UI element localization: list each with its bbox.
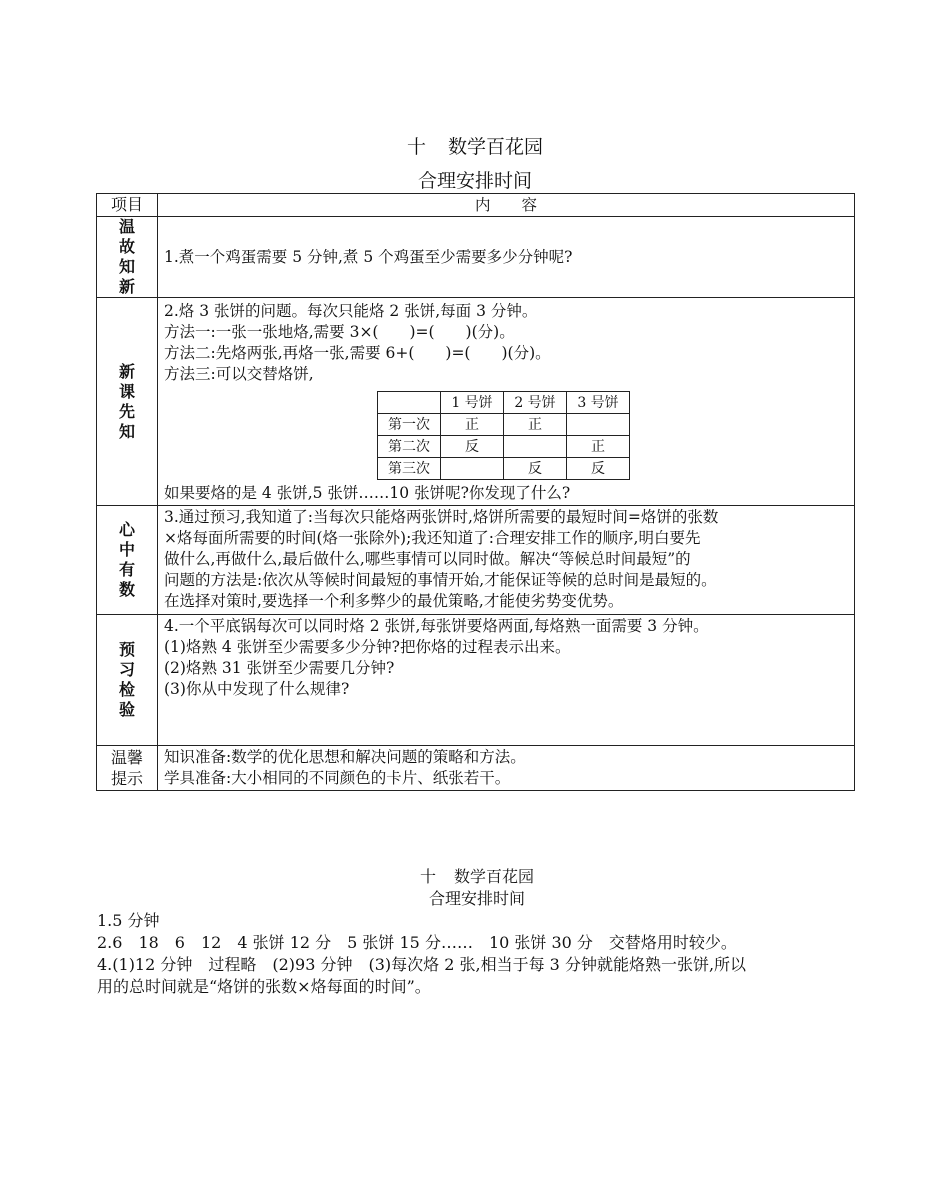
text-line: 4.一个平底锅每次可以同时烙 2 张饼,每张饼要烙两面,每烙熟一面需要 3 分钟。: [164, 617, 709, 635]
table-header-row: [97, 194, 855, 217]
answer-line: 4.(1)12 分钟 过程略 (2)93 分钟 (3)每次烙 2 张,相当于每 3 分钟就能烙熟一张饼,所以: [97, 955, 747, 974]
unit-title: [0, 132, 950, 159]
grid-cell: [441, 458, 504, 480]
question-1: 1.煮一个鸡蛋需要 5 分钟,煮 5 个鸡蛋至少需要多少分钟呢?: [164, 247, 573, 266]
text-line: (1)烙熟 4 张饼至少需要多少分钟?把你烙的过程表示出来。: [164, 638, 571, 656]
grid-cell: 反: [504, 458, 567, 480]
section-summary: [97, 506, 855, 615]
section-review: [97, 217, 855, 298]
text-line: 方法三:可以交替烙饼,: [164, 365, 314, 383]
section-content: [158, 615, 855, 746]
grid-cell: 1 号饼: [441, 392, 504, 414]
answer-line: 1.5 分钟: [97, 911, 160, 930]
grid-cell: 反: [441, 436, 504, 458]
answer-unit-title: 十 数学百花园: [419, 867, 535, 886]
column-header-content: 内 容: [158, 194, 855, 217]
grid-cell: [504, 436, 567, 458]
section-self-check: [97, 615, 855, 746]
grid-cell: 反: [567, 458, 630, 480]
text-line: ×烙每面所需要的时间(烙一张除外);我还知道了:合理安排工作的顺序,明白要先: [164, 529, 701, 547]
section-label: 温馨提示: [97, 746, 158, 791]
text-line: 知识准备:数学的优化思想和解决问题的策略和方法。: [164, 748, 526, 766]
answer-key: [97, 866, 857, 998]
unit-name: 数学百花园: [448, 136, 544, 158]
text-line: 2.烙 3 张饼的问题。每次只能烙 2 张饼,每面 3 分钟。: [164, 302, 538, 320]
text-line: 3.通过预习,我知道了:当每次只能烙两张饼时,烙饼所需要的最短时间=烙饼的张数: [164, 508, 719, 526]
unit-number: 十: [406, 136, 426, 158]
section-label: 温故知新: [97, 217, 158, 298]
preview-table: [96, 193, 855, 791]
grid-cell: [378, 392, 441, 414]
answer-line: 2.6 18 6 12 4 张饼 12 分 5 张饼 15 分…… 10 张饼 30 分 交替烙用时较少。: [97, 933, 737, 952]
section-label: 预习检验: [97, 615, 158, 746]
grid-cell: 2 号饼: [504, 392, 567, 414]
grid-cell: [567, 414, 630, 436]
section-label: 新课先知: [97, 298, 158, 506]
text-line: 如果要烙的是 4 张饼,5 张饼……10 张饼呢?你发现了什么?: [164, 484, 571, 502]
text-line: 方法二:先烙两张,再烙一张,需要 6+( )=( )(分)。: [164, 344, 551, 362]
text-line: 学具准备:大小相同的不同颜色的卡片、纸张若干。: [164, 769, 511, 787]
grid-cell: 正: [441, 414, 504, 436]
section-content: [158, 298, 855, 506]
section-content: [158, 746, 855, 791]
text-line: 在选择对策时,要选择一个利多弊少的最优策略,才能使劣势变优势。: [164, 592, 624, 610]
grid-row: [378, 458, 630, 480]
flip-schedule-grid: [377, 391, 630, 480]
section-content: [158, 506, 855, 615]
text-line: (3)你从中发现了什么规律?: [164, 680, 350, 698]
section-new-lesson: [97, 298, 855, 506]
grid-cell: 正: [567, 436, 630, 458]
grid-row: [378, 436, 630, 458]
section-content: [158, 217, 855, 298]
text-line: 方法一:一张一张地烙,需要 3×( )=( )(分)。: [164, 323, 515, 341]
lesson-title: 合理安排时间: [417, 170, 532, 192]
grid-header-row: [378, 392, 630, 414]
text-line: 问题的方法是:依次从等候时间最短的事情开始,才能保证等候的总时间是最短的。: [164, 571, 717, 589]
grid-cell: 第二次: [378, 436, 441, 458]
grid-cell: 第三次: [378, 458, 441, 480]
answer-lesson-title: 合理安排时间: [428, 889, 525, 908]
column-header-item: 项目: [97, 194, 158, 217]
grid-cell: 正: [504, 414, 567, 436]
section-label: 心中有数: [97, 506, 158, 615]
answer-line: 用的总时间就是“烙饼的张数×烙每面的时间”。: [97, 977, 431, 996]
grid-cell: 第一次: [378, 414, 441, 436]
text-line: (2)烙熟 31 张饼至少需要几分钟?: [164, 659, 395, 677]
section-tips: [97, 746, 855, 791]
grid-row: [378, 414, 630, 436]
grid-cell: 3 号饼: [567, 392, 630, 414]
text-line: 做什么,再做什么,最后做什么,哪些事情可以同时做。解决“等候总时间最短”的: [164, 550, 691, 568]
